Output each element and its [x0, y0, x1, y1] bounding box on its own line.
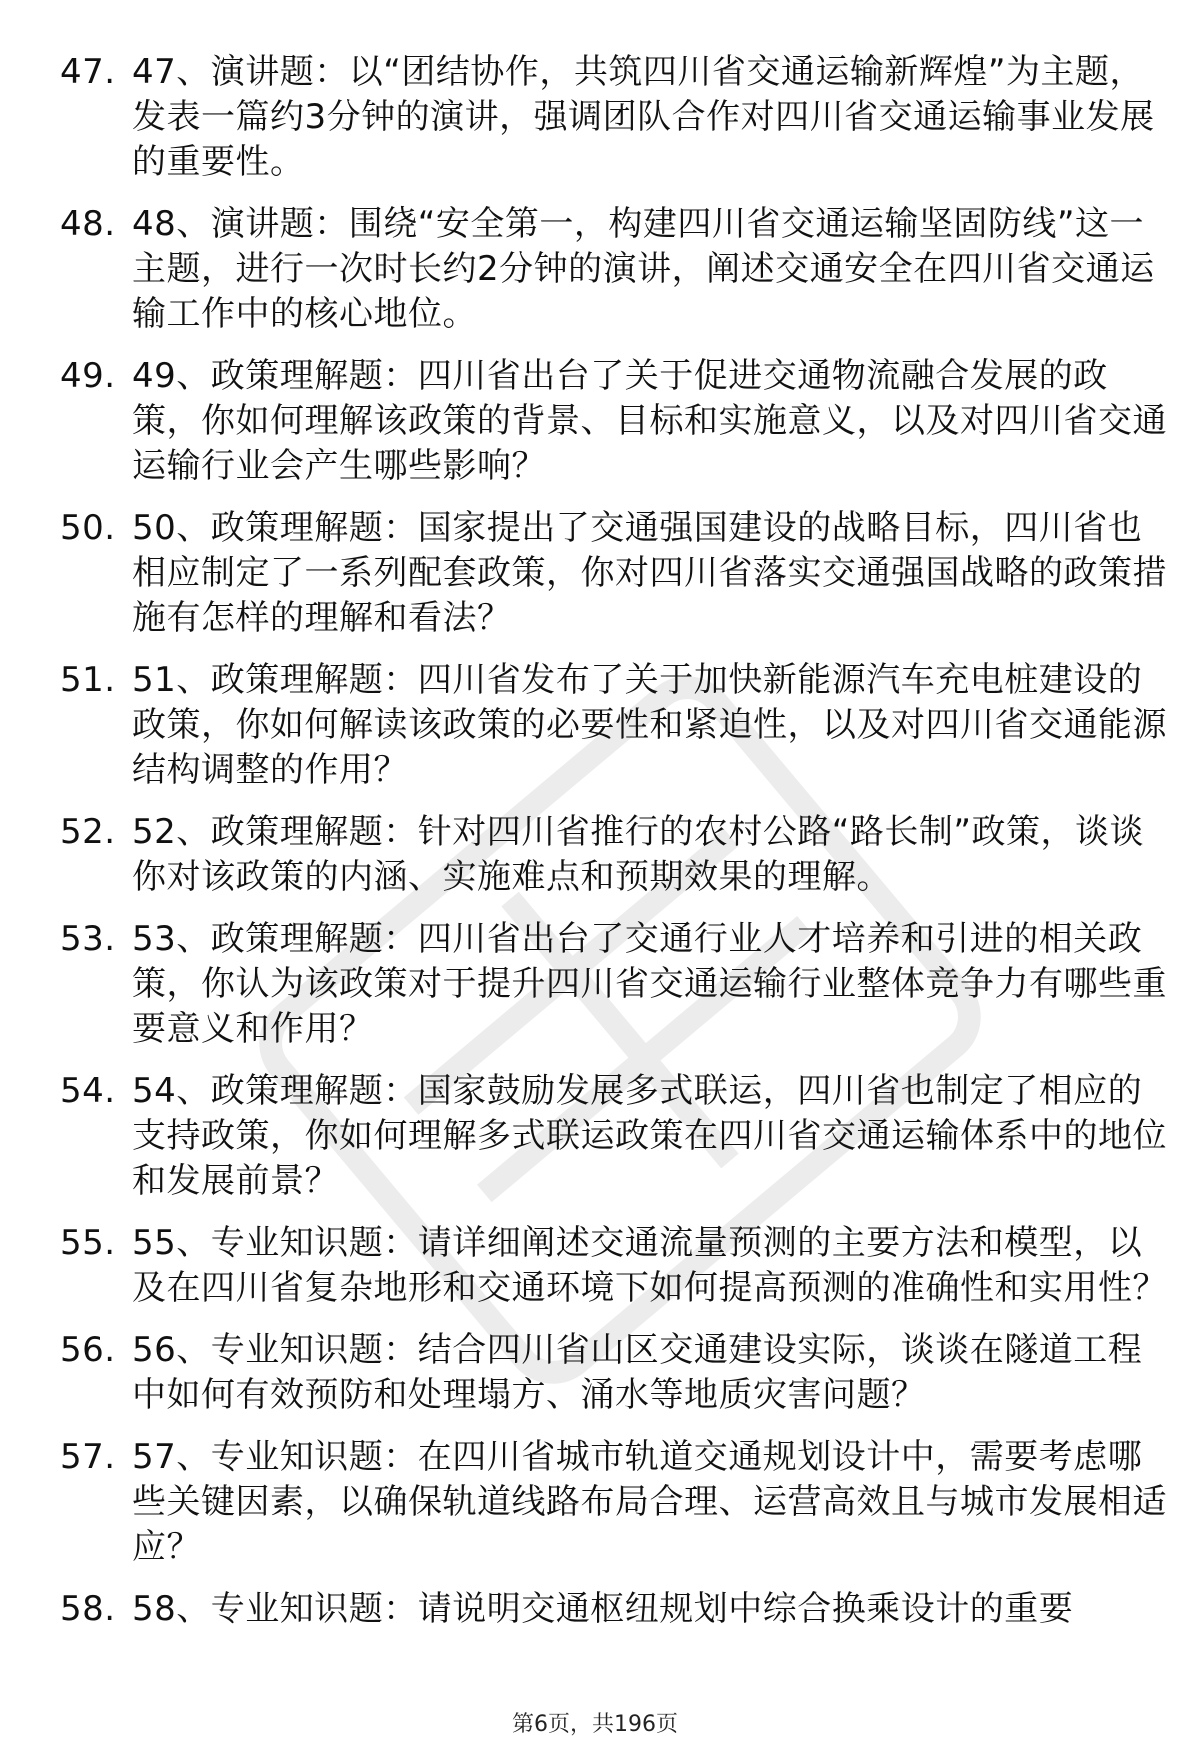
question-item	[60, 1221, 1170, 1311]
question-item	[60, 658, 1170, 793]
question-text: 58、专业知识题：请说明交通枢纽规划中综合换乘设计的重要	[132, 1589, 1074, 1629]
question-list	[60, 50, 1170, 1649]
question-item	[60, 202, 1170, 337]
question-text: 52、政策理解题：针对四川省推行的农村公路“路长制”政策，谈谈你对该政策的内涵、实施难点和预期效果的理解。	[132, 812, 1144, 897]
question-item	[60, 1587, 1170, 1632]
question-number: 49.	[60, 356, 116, 396]
question-number: 47.	[60, 52, 116, 92]
question-number: 52.	[60, 812, 116, 852]
question-text: 54、政策理解题：国家鼓励发展多式联运，四川省也制定了相应的支持政策，你如何理解多式联运政策在四川省交通运输体系中的地位和发展前景？	[132, 1071, 1167, 1201]
question-text: 56、专业知识题：结合四川省山区交通建设实际，谈谈在隧道工程中如何有效预防和处理塌方、涌水等地质灾害问题？	[132, 1330, 1143, 1415]
question-number: 50.	[60, 508, 116, 548]
question-number: 56.	[60, 1330, 116, 1370]
question-number: 57.	[60, 1437, 116, 1477]
question-text: 50、政策理解题：国家提出了交通强国建设的战略目标，四川省也相应制定了一系列配套政策，你对四川省落实交通强国战略的政策措施有怎样的理解和看法？	[132, 508, 1167, 638]
question-item	[60, 1435, 1170, 1570]
question-item	[60, 1328, 1170, 1418]
question-text: 55、专业知识题：请详细阐述交通流量预测的主要方法和模型，以及在四川省复杂地形和交通环境下如何提高预测的准确性和实用性？	[132, 1223, 1167, 1308]
question-text: 49、政策理解题：四川省出台了关于促进交通物流融合发展的政策，你如何理解该政策的背景、目标和实施意义，以及对四川省交通运输行业会产生哪些影响？	[132, 356, 1167, 486]
question-item	[60, 50, 1170, 185]
question-number: 48.	[60, 204, 116, 244]
question-number: 54.	[60, 1071, 116, 1111]
question-number: 53.	[60, 919, 116, 959]
question-number: 55.	[60, 1223, 116, 1263]
question-item	[60, 917, 1170, 1052]
question-text: 57、专业知识题：在四川省城市轨道交通规划设计中，需要考虑哪些关键因素，以确保轨道线路布局合理、运营高效且与城市发展相适应？	[132, 1437, 1167, 1567]
question-item	[60, 810, 1170, 900]
question-number: 51.	[60, 660, 116, 700]
question-text: 51、政策理解题：四川省发布了关于加快新能源汽车充电桩建设的政策，你如何解读该政策的必要性和紧迫性，以及对四川省交通能源结构调整的作用？	[132, 660, 1167, 790]
question-text: 53、政策理解题：四川省出台了交通行业人才培养和引进的相关政策，你认为该政策对于提升四川省交通运输行业整体竞争力有哪些重要意义和作用？	[132, 919, 1167, 1049]
question-item	[60, 354, 1170, 489]
question-text: 48、演讲题：围绕“安全第一，构建四川省交通运输坚固防线”这一主题，进行一次时长约2分钟的演讲，阐述交通安全在四川省交通运输工作中的核心地位。	[132, 204, 1155, 334]
question-number: 58.	[60, 1589, 116, 1629]
question-item	[60, 1069, 1170, 1204]
page-footer: 第6页，共196页	[512, 1712, 678, 1737]
question-text: 47、演讲题：以“团结协作，共筑四川省交通运输新辉煌”为主题，发表一篇约3分钟的演讲，强调团队合作对四川省交通运输事业发展的重要性。	[132, 52, 1155, 182]
question-item	[60, 506, 1170, 641]
